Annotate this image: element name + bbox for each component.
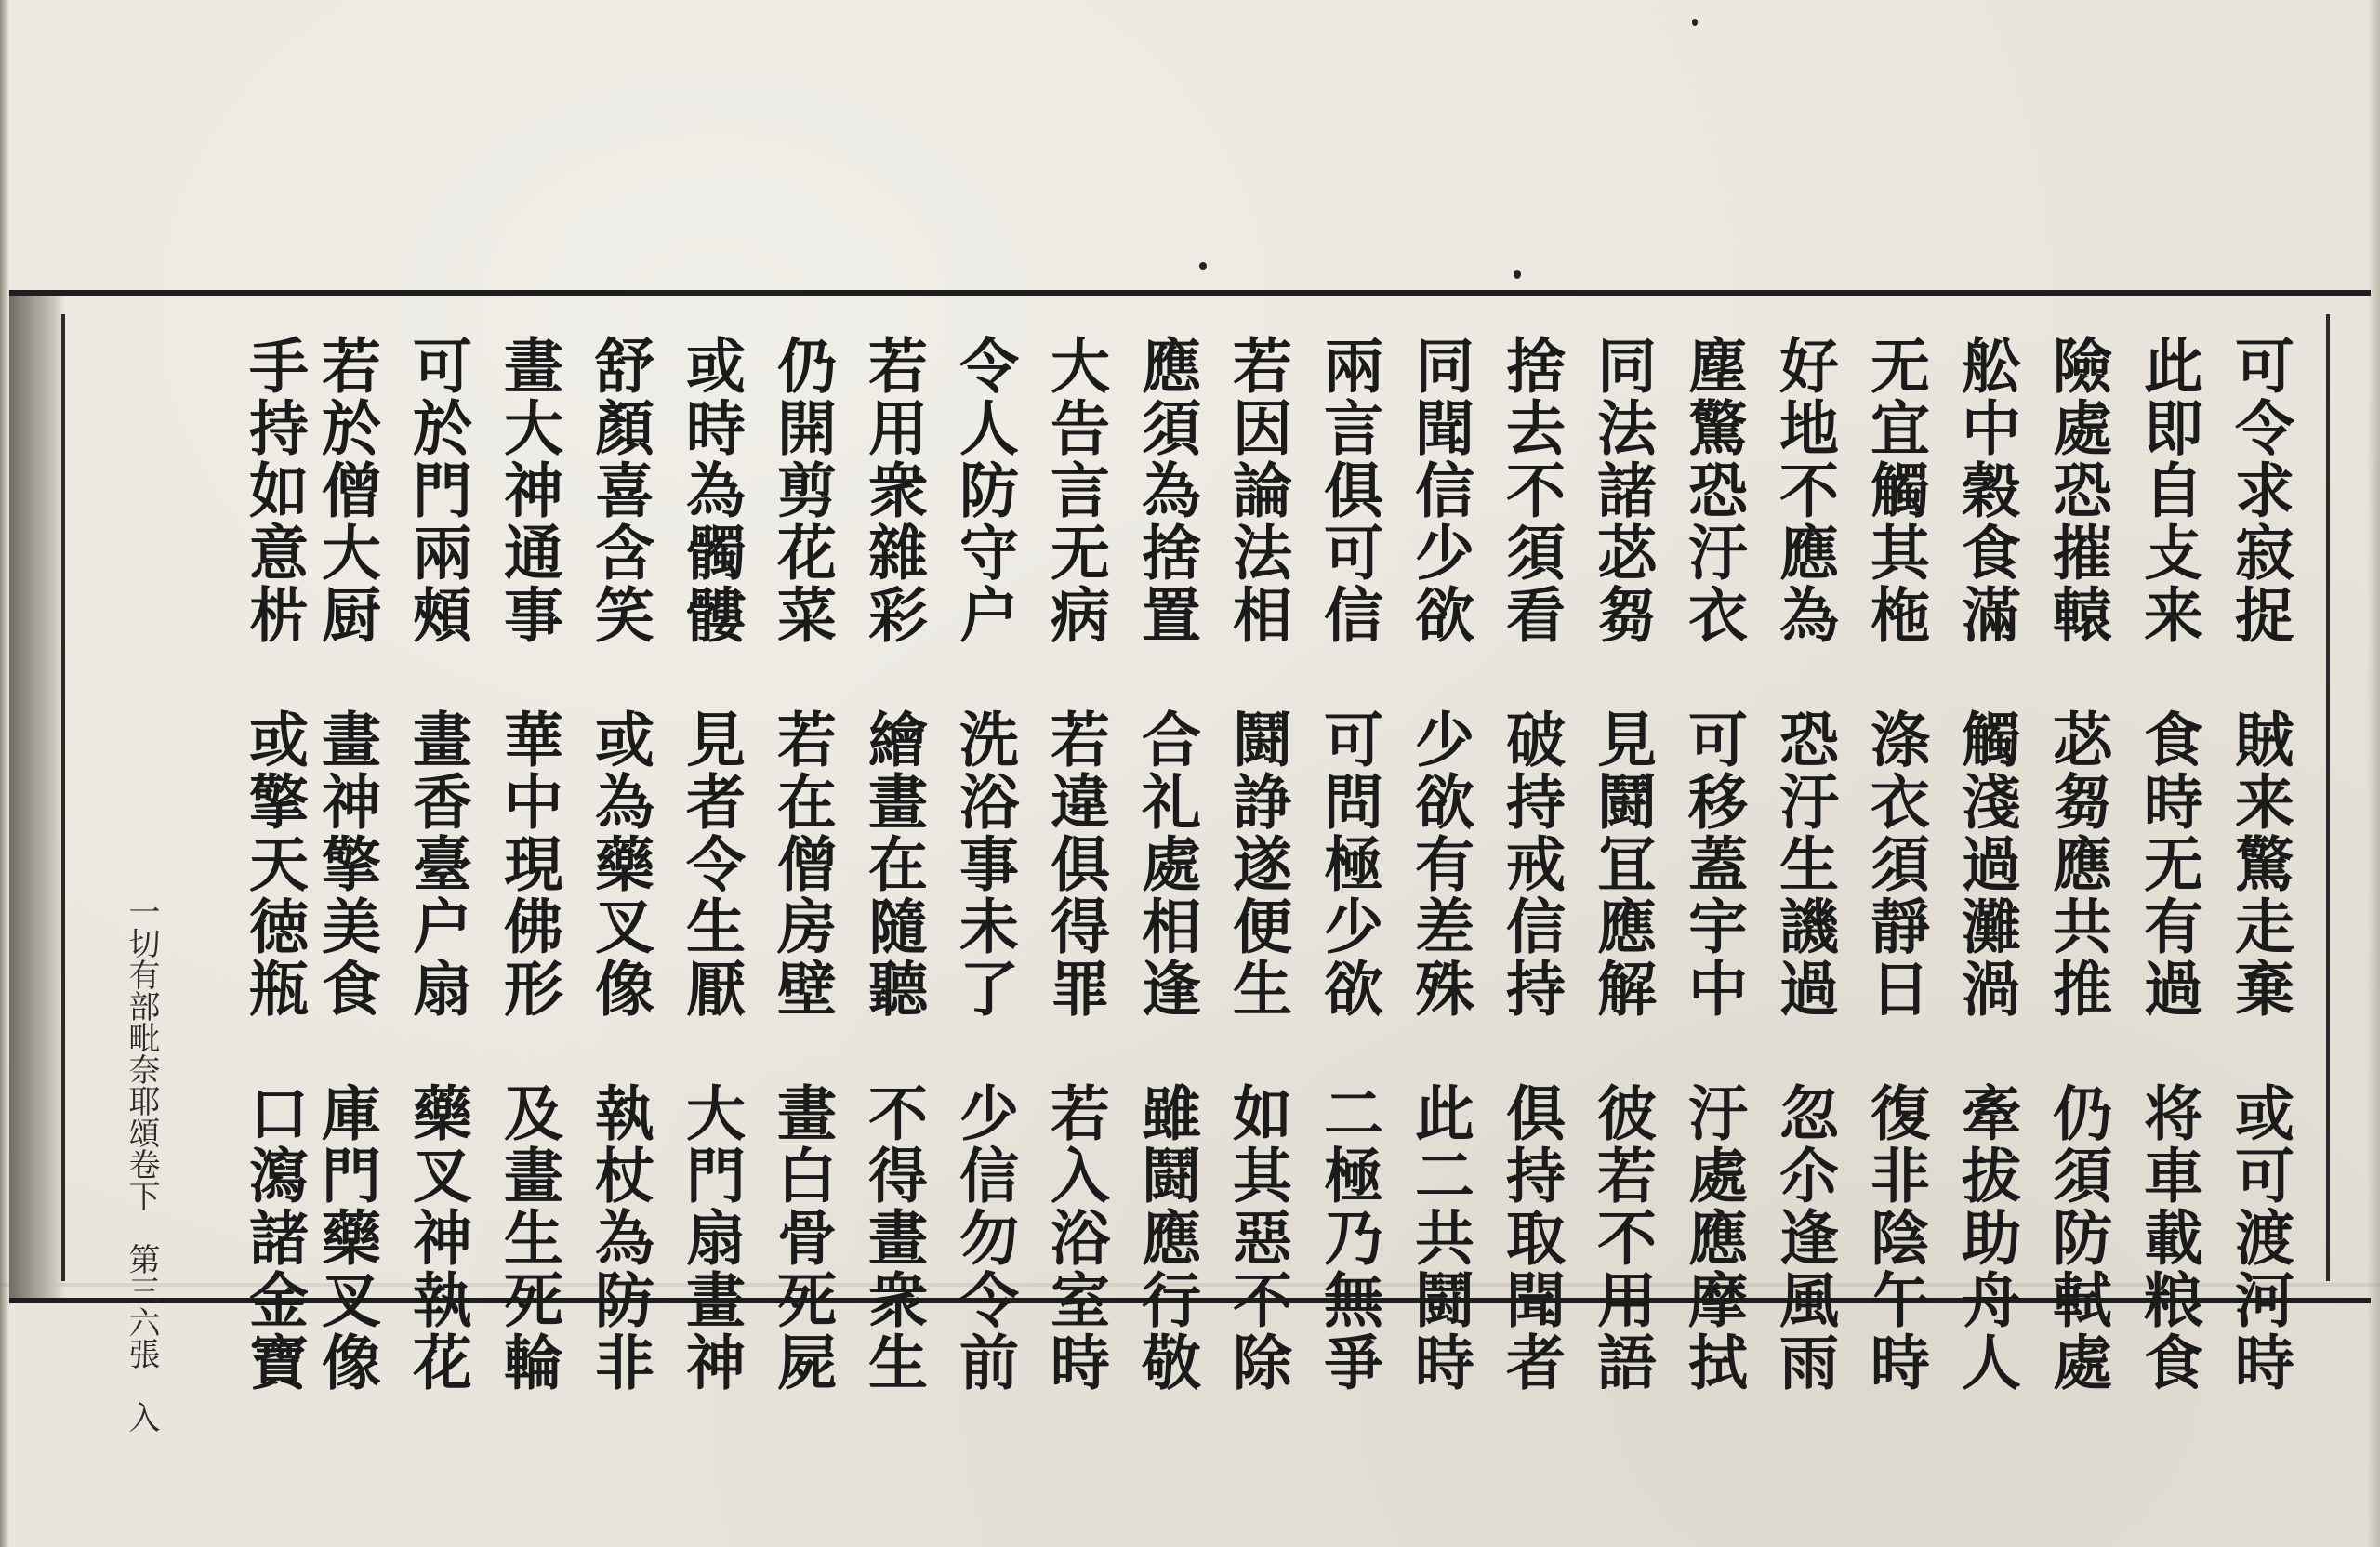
ink-smudge [9, 296, 65, 1298]
text-column: 仍開剪花菜 若在僧房壁 畫白骨死屍 [767, 335, 837, 1394]
text-column: 手持如意㭊 或擎天徳瓶 口瀉諸金寶 [239, 335, 309, 1394]
text-column: 若因論法相 鬪諍遂便生 如其惡不除 [1223, 335, 1292, 1394]
text-column: 同聞信少欲 少欲有差殊 此二共鬪時 [1405, 335, 1474, 1394]
text-column: 險處恐摧轅 苾芻應共推 仍須防軾處 [2043, 335, 2112, 1394]
margin-number: 入 [123, 1400, 160, 1433]
text-column: 應須為捨置 合礼處相逢 雖鬪應行敬 [1131, 335, 1201, 1394]
text-column: 捨去不須看 破持戒信持 俱持取聞者 [1496, 335, 1566, 1394]
text-column: 可令求寂捉 賊来驚走棄 或可渡河時 [2225, 335, 2294, 1394]
page-left-edge [0, 0, 9, 1547]
text-column: 可於門兩頰 畫香臺户扇 藥叉神執花 [403, 335, 472, 1394]
text-column: 好地不應為 恐汙生譏過 忽尒逢風雨 [1769, 335, 1839, 1394]
text-column: 若於僧大厨 畫神擎美食 庫門藥叉像 [311, 335, 381, 1394]
text-column: 兩言俱可信 可問極少欲 二極乃無爭 [1314, 335, 1383, 1394]
ink-speck [1692, 19, 1698, 26]
margin-label: 一切有部毗奈耶頌卷下 [123, 894, 160, 1211]
text-frame [61, 314, 2330, 1433]
text-column: 舩中穀食滿 觸淺過灘渦 牽拔助舟人 [1951, 335, 2021, 1394]
text-column: 若用衆雜彩 繪畫在隨聽 不得畫衆生 [858, 335, 928, 1394]
margin-title [123, 835, 231, 1433]
text-column: 同法諸苾芻 見鬪冝應解 彼若不用語 [1587, 335, 1657, 1394]
ink-speck [1199, 262, 1207, 270]
text-column: 令人防守户 洗浴事未了 少信勿令前 [949, 335, 1019, 1394]
text-column: 大告言无病 若違俱得罪 若入浴室時 [1040, 335, 1110, 1394]
text-column: 舒顏喜含笑 或為藥叉像 執杖為防非 [585, 335, 654, 1394]
text-column: 无宜觸其柂 涤衣須靜日 復非陰午時 [1860, 335, 1930, 1394]
text-column: 或時為髑髏 見者令生厭 大門扇畫神 [676, 335, 746, 1394]
margin-folio: 第三六張 [123, 1242, 160, 1369]
text-column: 此即自攴来 食時无有過 将車載粮食 [2134, 335, 2203, 1394]
text-column: 塵驚恐汙衣 可移蓋宇中 汙處應摩拭 [1678, 335, 1748, 1394]
ink-speck [1514, 270, 1521, 279]
text-column: 畫大神通事 華中現佛形 及畫生死輪 [494, 335, 563, 1394]
printed-text-block [9, 290, 2371, 1433]
